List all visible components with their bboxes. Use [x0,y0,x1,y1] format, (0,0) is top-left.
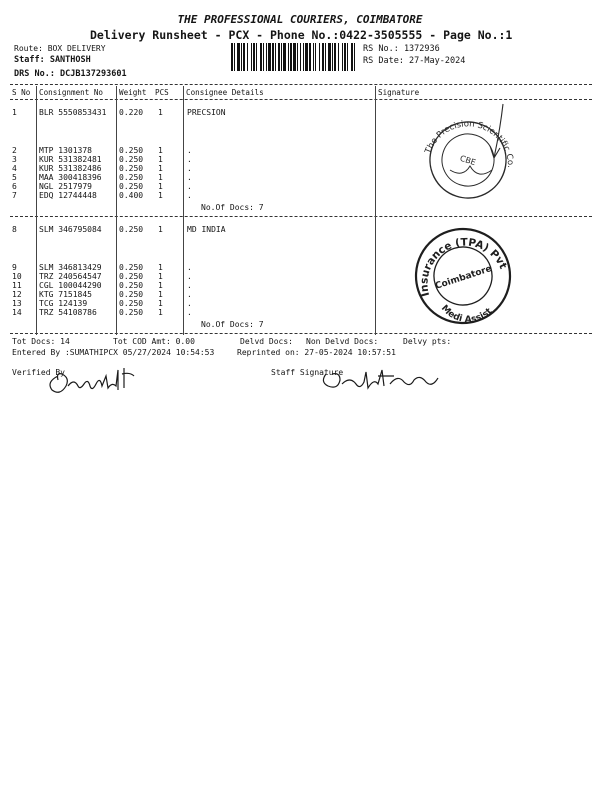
route-label: Route: BOX DELIVERY [14,44,106,53]
cell-consignee-detail: . [187,182,192,191]
docs-count: No.Of Docs: 7 [201,320,264,329]
cell-weight: 0.250 [119,263,144,272]
cell-consignment-no: TCG 124139 [39,299,88,308]
cell-sno: 1 [12,108,17,117]
cell-weight: 0.250 [119,225,144,234]
cell-weight: 0.250 [119,164,144,173]
cell-consignee-detail: . [187,146,192,155]
cell-consignment-no: KTG 7151845 [39,290,92,299]
cell-sno: 2 [12,146,17,155]
cell-sno: 3 [12,155,17,164]
col-divider [183,86,184,335]
cell-consignment-no: NGL 2517979 [39,182,92,191]
cell-weight: 0.400 [119,191,144,200]
svg-text:The Precision Scientific Co. [423,107,526,181]
cell-sno: 11 [12,281,22,290]
header-consignment-no: Consignment No [39,88,104,97]
barcode [231,43,355,71]
cell-consignment-no: MTP 1301378 [39,146,92,155]
rs-date: RS Date: 27-May-2024 [363,56,466,66]
col-divider [116,86,117,335]
cell-pcs: 1 [158,182,163,191]
cell-sno: 7 [12,191,17,200]
verified-by-label: Verified By [12,368,65,377]
company-title: THE PROFESSIONAL COURIERS, COIMBATORE [177,13,423,26]
stamp2-bottom-text: Medi Assist [438,303,495,326]
col-divider [375,86,376,335]
table-top-rule [10,84,592,85]
cell-pcs: 1 [158,146,163,155]
cell-consignment-no: EDQ 12744448 [39,191,97,200]
verifier-signature [44,362,154,398]
drs-number: DRS No.: DCJB137293601 [14,69,127,79]
cell-consignee-detail: . [187,191,192,200]
cell-sno: 12 [12,290,22,299]
cell-consignment-no: MAA 300418396 [39,173,102,182]
cell-consignment-no: BLR 5550853431 [39,108,107,117]
cell-consignment-no: SLM 346813429 [39,263,102,272]
reprinted-on: Reprinted on: 27-05-2024 10:57:51 [237,348,396,357]
signature-scribble [450,166,492,174]
cell-consignee-detail: . [187,308,192,317]
cell-consignee-detail: . [187,173,192,182]
cell-consignee-detail: . [187,164,192,173]
cell-pcs: 1 [158,299,163,308]
table-bottom-rule [10,333,592,334]
cell-consignee-detail: . [187,263,192,272]
total-cod-amount: Tot COD Amt: 0.00 [113,337,195,346]
cell-pcs: 1 [158,155,163,164]
header-pcs: PCS [155,88,169,97]
cell-weight: 0.250 [119,155,144,164]
stamp1-ring-text: The Precision Scientific Co. [423,119,516,169]
cell-consignment-no: CGL 100044290 [39,281,102,290]
cell-sno: 10 [12,272,22,281]
insurance-tpa-stamp [407,220,519,332]
stamp1-inner-text: CBE [458,153,477,168]
cell-weight: 0.250 [119,290,144,299]
cell-pcs: 1 [158,263,163,272]
cell-pcs: 1 [158,191,163,200]
cell-weight: 0.250 [119,182,144,191]
cell-pcs: 1 [158,290,163,299]
consignee-name: PRECSION [187,108,226,117]
cell-consignment-no: KUR 531382486 [39,164,102,173]
cell-weight: 0.250 [119,308,144,317]
cell-pcs: 1 [158,308,163,317]
cell-sno: 9 [12,263,17,272]
cell-consignment-no: SLM 346795084 [39,225,102,234]
cell-pcs: 1 [158,281,163,290]
header-weight: Weight [119,88,147,97]
cell-weight: 0.250 [119,173,144,182]
cell-sno: 14 [12,308,22,317]
cell-consignee-detail: . [187,272,192,281]
cell-pcs: 1 [158,164,163,173]
delivery-points: Delvy pts: [403,337,452,346]
precision-company-stamp [408,100,528,212]
staff-signature-label: Staff Signature [271,368,344,377]
rs-number: RS No.: 1372936 [363,44,440,54]
cell-weight: 0.220 [119,108,144,117]
header-consignee-details: Consignee Details [186,88,264,97]
cell-sno: 13 [12,299,22,308]
cell-consignment-no: TRZ 54108786 [39,308,97,317]
col-divider [36,86,37,335]
delivered-docs: Delvd Docs: [240,337,293,346]
cell-weight: 0.250 [119,299,144,308]
cell-sno: 5 [12,173,17,182]
svg-text:Insurance (TPA) Pvt Ltd [407,220,511,303]
cell-consignment-no: KUR 531382481 [39,155,102,164]
cell-consignee-detail: . [187,281,192,290]
staff-signature-scribble [318,364,448,396]
cell-sno: 6 [12,182,17,191]
header-sno: S No [12,88,31,97]
header-signature: Signature [378,88,420,97]
staff-label: Staff: SANTHOSH [14,55,91,65]
non-delivered-docs: Non Delvd Docs: [306,337,379,346]
consignee-name: MD INDIA [187,225,226,234]
cell-consignee-detail: . [187,290,192,299]
cell-weight: 0.250 [119,272,144,281]
docs-count: No.Of Docs: 7 [201,203,264,212]
runsheet-title: Delivery Runsheet - PCX - Phone No.:0422-3505555 - Page No.:1 [90,28,513,42]
cell-weight: 0.250 [119,146,144,155]
total-docs: Tot Docs: 14 [12,337,70,346]
stamp2-ring-text: Insurance (TPA) Pvt [418,236,510,298]
cell-weight: 0.250 [119,281,144,290]
cell-sno: 4 [12,164,17,173]
cell-consignee-detail: . [187,155,192,164]
stamp2-inner-text: Coimbatore [434,264,494,292]
cell-consignment-no: TRZ 240564547 [39,272,102,281]
cell-pcs: 1 [158,108,163,117]
cell-pcs: 1 [158,173,163,182]
cell-sno: 8 [12,225,17,234]
entered-by: Entered By :SUMATHIPCX 05/27/2024 10:54:53 [12,348,215,357]
cell-pcs: 1 [158,272,163,281]
svg-text:Medi Assist [438,290,497,332]
cell-pcs: 1 [158,225,163,234]
cell-consignee-detail: . [187,299,192,308]
group-divider-rule [10,216,592,217]
